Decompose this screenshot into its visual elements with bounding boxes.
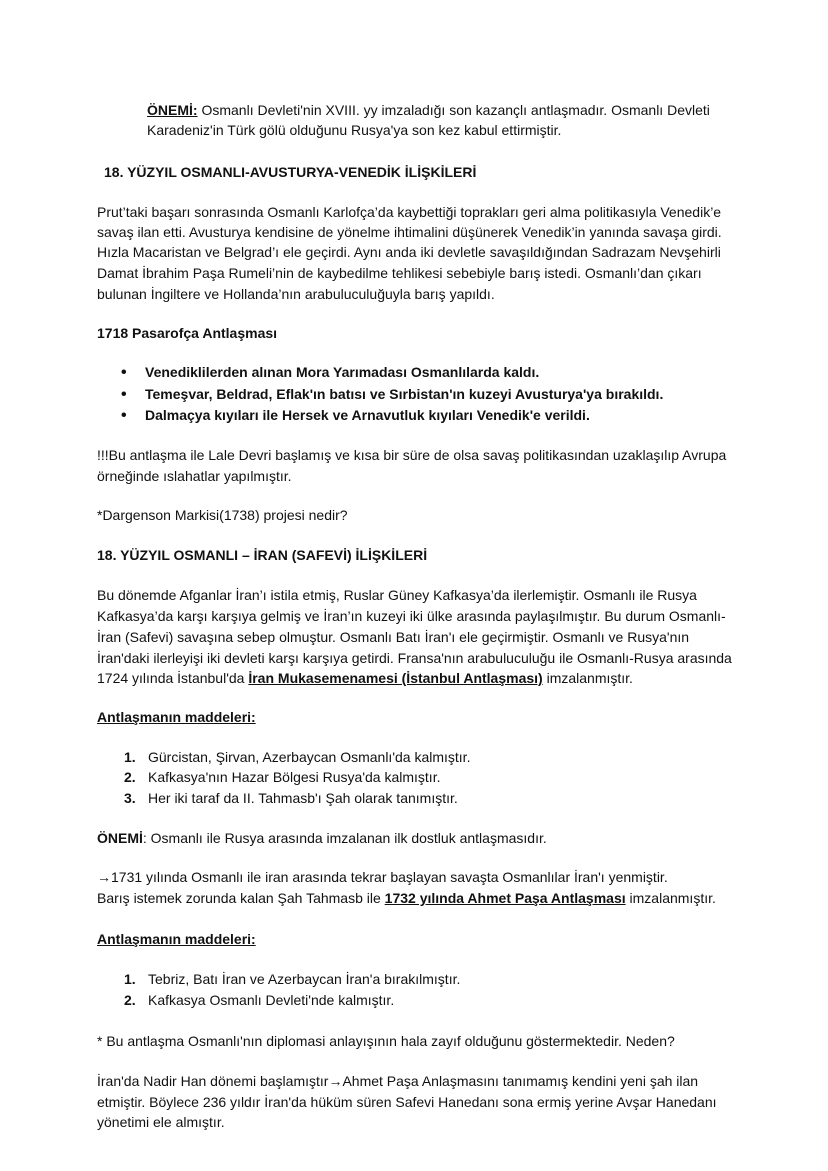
list-number: 2. bbox=[124, 992, 136, 1008]
list-text: Gürcistan, Şirvan, Azerbaycan Osmanlı'da kalmıştır. bbox=[148, 749, 471, 765]
text: imzalanmıştır. bbox=[542, 670, 633, 686]
onemi-note bbox=[97, 829, 547, 847]
text-line bbox=[97, 889, 716, 907]
text-line: !!!Bu antlaşma ile Lale Devri başlamış ve kısa bir süre de olsa savaş politikasından uzaklaşılıp Avrupa bbox=[97, 447, 727, 463]
treaty-title: 1718 Pasarofça Antlaşması bbox=[97, 325, 278, 341]
text-line: İran'da Nadir Han dönemi başlamıştır→Ahmet Paşa Anlaşmasını tanımamış kendini yeni şah ilan bbox=[97, 1073, 699, 1089]
bullet-item bbox=[121, 406, 590, 425]
list-number: 1. bbox=[124, 971, 136, 987]
text-line: savaş ilan etti. Avusturya kendisine de yönelme ihtimalini düşünerek Venedik’in yanında savaşa girdi. bbox=[97, 224, 722, 240]
bullet-text: Temeşvar, Beldrad, Eflak'ın batısı ve Sırbistan'ın kuzeyi Avusturya'ya bırakıldı. bbox=[145, 386, 664, 402]
text-line: yönetimi ele almıştır. bbox=[97, 1114, 225, 1130]
bullet-item bbox=[121, 385, 663, 404]
list-item bbox=[124, 768, 440, 786]
bullet-icon: • bbox=[121, 364, 127, 381]
bullet-item bbox=[121, 363, 539, 382]
onemi-label: ÖNEMİ bbox=[97, 830, 143, 846]
bullet-icon: • bbox=[121, 386, 127, 403]
list-text: Kafkasya'nın Hazar Bölgesi Rusya'da kalmıştır. bbox=[148, 769, 441, 785]
text-line: etmiştir. Böylece 236 yıldır İran'da hüküm süren Safevi Hanedanı sona ermiş yerine Avşar Hanedanı bbox=[97, 1094, 717, 1110]
onemi-note bbox=[147, 101, 710, 119]
bullet-text: Dalmaçya kıyıları ile Hersek ve Arnavutluk kıyıları Venedik'e verildi. bbox=[145, 407, 590, 423]
list-item bbox=[124, 991, 394, 1009]
text: Barış istemek zorunda kalan Şah Tahmasb ile bbox=[97, 890, 385, 906]
text-line: bulunan İngiltere ve Hollanda’nın arabuluculuğuyla barış yapıldı. bbox=[97, 286, 495, 302]
treaty-name: İran Mukasemenamesi (İstanbul Antlaşması) bbox=[248, 670, 543, 686]
text-line: Hızla Macaristan ve Belgrad’ı ele geçirdi. Aynı anda iki devletle savaşıldığından Sadrazam Nevşehirli bbox=[97, 244, 721, 260]
list-text: Her iki taraf da II. Tahmasb'ı Şah olarak tanımıştır. bbox=[148, 790, 458, 806]
text: imzalanmıştır. bbox=[625, 890, 716, 906]
text-line: Osmanlı Devleti'nin XVIII. yy imzaladığı son kazançlı antlaşmadır. Osmanlı Devleti bbox=[201, 102, 710, 118]
question: *Dargenson Markisi(1738) projesi nedir? bbox=[97, 507, 348, 523]
onemi-label: ÖNEMİ: bbox=[147, 102, 198, 118]
text-line: Bu dönemde Afganlar İran’ı istila etmiş, Ruslar Güney Kafkasya’da ilerlemiştir. Osmanlı ile Rusya bbox=[97, 587, 697, 603]
text-line: İran'daki ilerleyişi iki devleti karşı karşıya getirdi. Fransa'nın arabuluculuğu ile Osmanlı-Rusya arasında bbox=[97, 650, 732, 666]
list-number: 1. bbox=[124, 749, 136, 765]
section-heading: 18. YÜZYIL OSMANLI-AVUSTURYA-VENEDİK İLİŞKİLERİ bbox=[104, 164, 477, 180]
text-line: İran (Safevi) savaşına sebep olmuştur. Osmanlı Batı İran'ı ele geçirmiştir. Osmanlı ve Rusya'nın bbox=[97, 629, 690, 645]
text-line bbox=[97, 669, 633, 687]
text-line: Kafkasya’da karşı karşıya gelmiş ve İran’ın kuzeyi iki ülke arasında paylaşılmıştır. Bu durum Osmanlı- bbox=[97, 608, 726, 624]
list-number: 3. bbox=[124, 790, 136, 806]
text-line: Prut’taki başarı sonrasında Osmanlı Karlofça’da kaybettiği toprakları geri alma politikasıyla Venedik’e bbox=[97, 204, 722, 220]
section-heading: 18. YÜZYIL OSMANLI – İRAN (SAFEVİ) İLİŞKİLERİ bbox=[97, 547, 428, 563]
text-line: →1731 yılında Osmanlı ile iran arasında tekrar başlayan savaşta Osmanlılar İran'ı yenmiştir. bbox=[97, 869, 668, 885]
bullet-text: Venediklilerden alınan Mora Yarımadası Osmanlılarda kaldı. bbox=[145, 364, 540, 380]
list-text: Tebriz, Batı İran ve Azerbaycan İran'a bırakılmıştır. bbox=[148, 971, 461, 987]
text-line: Damat İbrahim Paşa Rumeli’nin de kaybedilme tehlikesi sebebiyle barış istedi. Osmanlı’dan çıkarı bbox=[97, 265, 702, 281]
articles-title: Antlaşmanın maddeleri: bbox=[97, 931, 256, 947]
text: : Osmanlı ile Rusya arasında imzalanan ilk dostluk antlaşmasıdır. bbox=[142, 830, 547, 846]
treaty-name: 1732 yılında Ahmet Paşa Antlaşması bbox=[384, 890, 626, 906]
list-item bbox=[124, 789, 458, 807]
list-number: 2. bbox=[124, 769, 136, 785]
articles-title: Antlaşmanın maddeleri: bbox=[97, 709, 256, 725]
text: 1724 yılında İstanbul'da bbox=[97, 670, 249, 686]
list-item bbox=[124, 970, 460, 988]
list-text: Kafkasya Osmanlı Devleti'nde kalmıştır. bbox=[148, 992, 395, 1008]
text-line: örneğinde ıslahatlar yapılmıştır. bbox=[97, 468, 292, 484]
bullet-icon: • bbox=[121, 407, 127, 424]
question: * Bu antlaşma Osmanlı'nın diplomasi anlayışının hala zayıf olduğunu göstermektedir. Neden? bbox=[97, 1033, 675, 1049]
list-item bbox=[124, 748, 470, 766]
text-line: Karadeniz'in Türk gölü olduğunu Rusya'ya son kez kabul ettirmiştir. bbox=[147, 122, 562, 138]
